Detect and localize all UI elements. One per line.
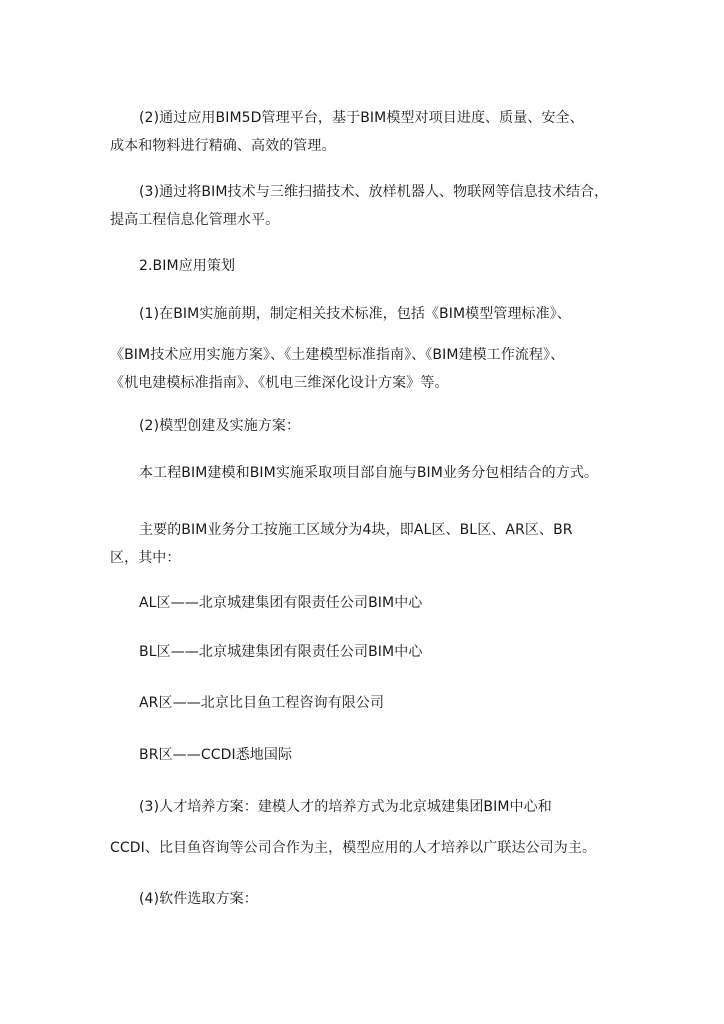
paragraph-goal-2-line-1: (2)通过应用BIM5D管理平台，基于BIM模型对项目进度、质量、安全、 xyxy=(139,110,584,126)
list-item-al: AL区——北京城建集团有限责任公司BIM中心 xyxy=(139,595,423,611)
section-heading: 2.BIM应用策划 xyxy=(139,258,236,274)
paragraph-goal-3-line-1: (3)通过将BIM技术与三维扫描技术、放样机器人、物联网等信息技术结合， xyxy=(139,184,609,200)
paragraph-standards-line-1: (1)在BIM实施前期，制定相关技术标准，包括《BIM模型管理标准》、 xyxy=(139,306,571,322)
list-item-br: BR区——CCDI悉地国际 xyxy=(139,747,293,763)
paragraph-standards-line-2: 《BIM技术应用实施方案》、《土建模型标准指南》、《BIM建模工作流程》、 xyxy=(110,347,565,363)
paragraph-talent-line-1: (3)人才培养方案：建模人才的培养方式为北京城建集团BIM中心和 xyxy=(139,799,552,815)
paragraph-goal-3-line-2: 提高工程信息化管理水平。 xyxy=(110,212,280,228)
paragraph-model-plan-body: 本工程BIM建模和BIM实施采取项目部自施与BIM业务分包相结合的方式。 xyxy=(139,465,599,481)
paragraph-division-line-1: 主要的BIM业务分工按施工区域分为4块，即AL区、BL区、AR区、BR xyxy=(139,522,573,538)
paragraph-software-heading: (4)软件选取方案： xyxy=(139,891,258,907)
list-item-ar: AR区——北京比目鱼工程咨询有限公司 xyxy=(139,695,385,711)
paragraph-division-line-2: 区，其中： xyxy=(110,550,181,566)
paragraph-standards-line-3: 《机电建模标准指南》、《机电三维深化设计方案》等。 xyxy=(110,375,449,391)
paragraph-talent-line-2: CCDI、比目鱼咨询等公司合作为主，模型应用的人才培养以广联达公司为主。 xyxy=(110,840,597,856)
paragraph-goal-2-line-2: 成本和物料进行精确、高效的管理。 xyxy=(110,138,336,154)
paragraph-model-plan-heading: (2)模型创建及实施方案： xyxy=(139,418,301,434)
list-item-bl: BL区——北京城建集团有限责任公司BIM中心 xyxy=(139,644,423,660)
